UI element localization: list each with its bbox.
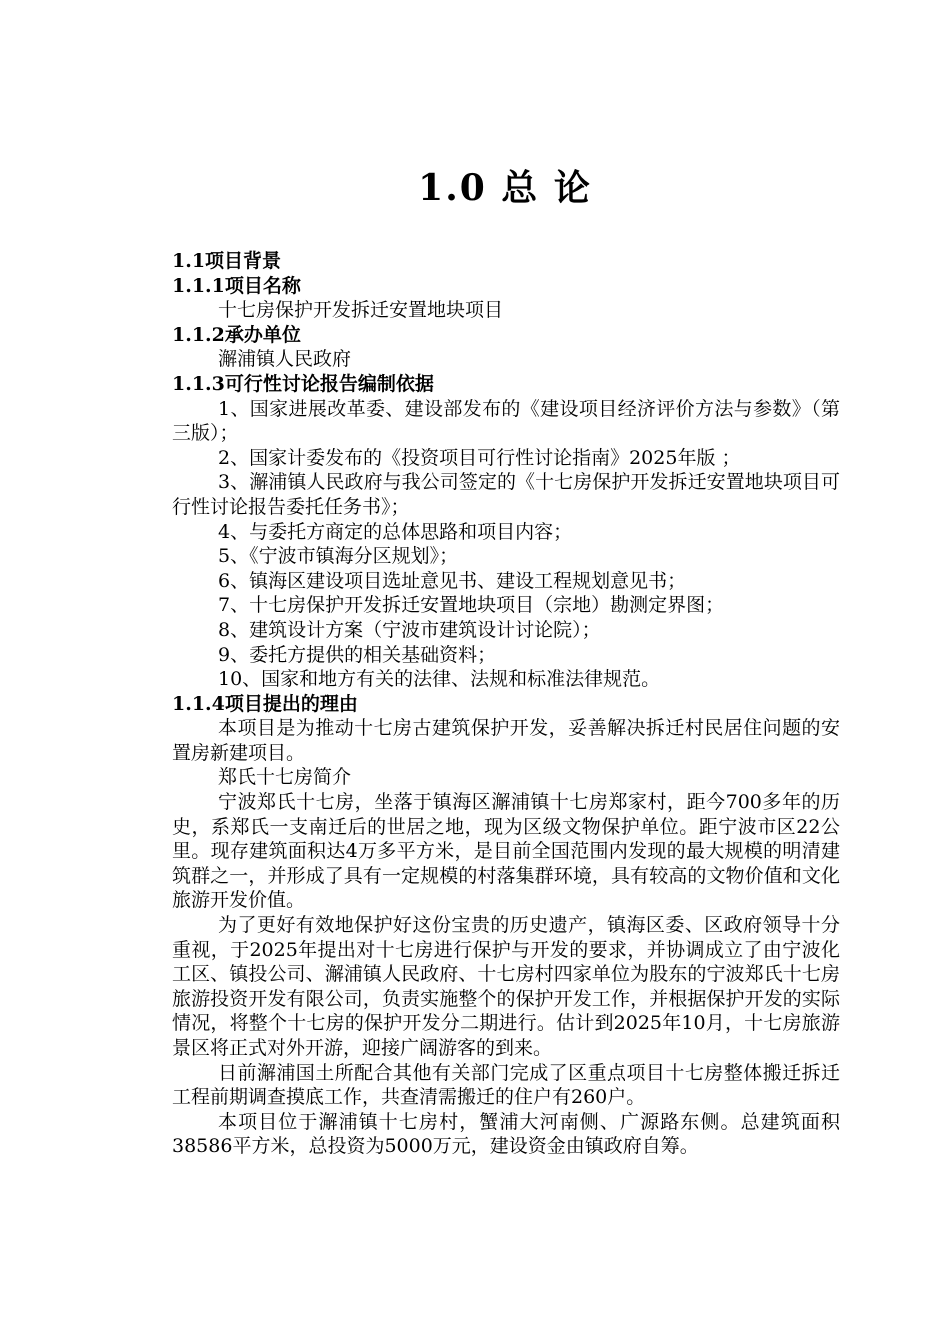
reason-paragraph-2: 宁波郑氏十七房，坐落于镇海区澥浦镇十七房郑家村，距今700多年的历史，系郑氏一支南迁后的世居之地，现为区级文物保护单位。距宁波市区22公里。现存建筑面积达4万多平方米，是目前全国范围内发现的最大规模的明清建筑群之一，并形成了具有一定规模的村落集群环境，具有较高的文物价值和文化旅游开发价值。 [172,791,840,912]
document-body [172,249,840,1159]
section-heading-1-1-2: 1.1.2承办单位 [172,323,301,346]
section-heading-1-1-3: 1.1.3可行性讨论报告编制依据 [172,372,434,395]
basis-item-9: 9、委托方提供的相关基础资料； [218,643,497,666]
reason-paragraph-3: 为了更好有效地保护好这份宝贵的历史遗产，镇海区委、区政府领导十分重视，于2025年提出对十七房进行保护与开发的要求，并协调成立了由宁波化工区、镇投公司、澥浦镇人民政府、十七房村四家单位为股东的宁波郑氏十七房旅游投资开发有限公司，负责实施整个的保护开发工作，并根据保护开发的实际情况，将整个十七房的保护开发分二期进行。估计到2025年10月，十七房旅游景区将正式对外开游，迎接广阔游客的到来。 [172,914,840,1059]
project-name-text: 十七房保护开发拆迁安置地块项目 [218,299,504,322]
section-heading-1-1-4: 1.1.4项目提出的理由 [172,692,358,715]
basis-item-2: 2、国家计委发布的《投资项目可行性讨论指南》2025年版 ； [218,446,741,469]
basis-item-3: 3、澥浦镇人民政府与我公司签定的《十七房保护开发拆迁安置地块项目可行性讨论报告委托任务书》； [172,471,840,518]
organizer-text: 澥浦镇人民政府 [218,348,352,371]
page-title: 1.0 总 论 [418,167,592,209]
section-heading-1-1-1: 1.1.1项目名称 [172,274,301,297]
basis-item-6: 6、镇海区建设项目选址意见书、建设工程规划意见书； [218,569,687,592]
reason-paragraph-5: 本项目位于澥浦镇十七房村，蟹浦大河南侧、广源路东侧。总建筑面积38586平方米，总投资为5000万元，建设资金由镇政府自筹。 [172,1110,840,1158]
basis-item-7: 7、十七房保护开发拆迁安置地块项目（宗地）勘测定界图； [218,594,725,617]
basis-item-8: 8、建筑设计方案（宁波市建筑设计讨论院）； [218,618,601,641]
basis-item-10: 10、国家和地方有关的法律、法规和标准法律规范。 [218,668,661,691]
section-heading-1-1: 1.1项目背景 [172,250,282,272]
reason-paragraph-4: 日前澥浦国土所配合其他有关部门完成了区重点项目十七房整体搬迁拆迁工程前期调查摸底工作，共查清需搬迁的住户有260户。 [172,1061,840,1109]
basis-item-1: 1、国家进展改革委、建设部发布的《建设项目经济评价方法与参数》（第三版）； [172,397,840,445]
reason-subheading: 郑氏十七房简介 [218,766,352,789]
reason-paragraph-1: 本项目是为推动十七房古建筑保护开发，妥善解决拆迁村民居住问题的安置房新建项目。 [172,717,840,764]
basis-item-4: 4、与委托方商定的总体思路和项目内容； [218,520,573,543]
basis-item-5: 5、《宁波市镇海分区规划》； [218,545,459,568]
